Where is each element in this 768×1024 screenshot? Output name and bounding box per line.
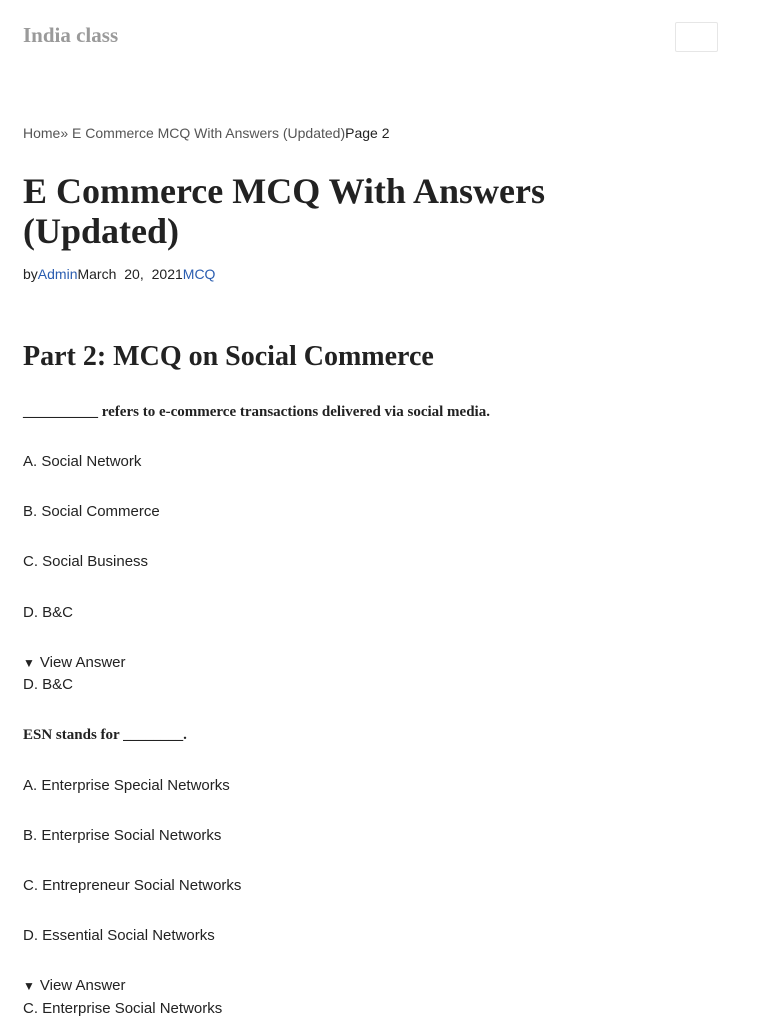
question-1-option-c: C. Social Business: [23, 553, 149, 570]
site-title[interactable]: India class: [23, 23, 119, 47]
breadcrumb-current: Page 2: [345, 125, 390, 141]
page-title: E Commerce MCQ With Answers (Updated): [23, 171, 545, 251]
section-heading: Part 2: MCQ on Social Commerce: [23, 341, 434, 372]
post-meta: [23, 266, 215, 282]
question-2-option-d: D. Essential Social Networks: [23, 927, 215, 944]
view-answer-label: View Answer: [39, 977, 126, 994]
question-2-option-b: B. Enterprise Social Networks: [23, 827, 222, 844]
question-2-answer: C. Enterprise Social Networks: [23, 1000, 223, 1017]
breadcrumb-home-link[interactable]: Home: [23, 125, 61, 141]
post-date: March 20, 2021: [77, 266, 183, 282]
breadcrumb-article-link[interactable]: E Commerce MCQ With Answers (Updated): [72, 125, 346, 141]
question-1-option-b: B. Social Commerce: [23, 503, 160, 520]
view-answer-label: View Answer: [39, 654, 126, 671]
question-1-option-d: D. B&C: [23, 604, 74, 621]
post-meta-by: by: [23, 266, 38, 282]
question-1-answer: D. B&C: [23, 676, 74, 693]
question-1-view-answer-toggle[interactable]: [23, 654, 126, 671]
question-1-option-a: A. Social Network: [23, 453, 142, 470]
question-2-view-answer-toggle[interactable]: [23, 977, 126, 994]
question-1: __________ refers to e-commerce transactions delivered via social media.: [23, 404, 490, 420]
menu-toggle-button[interactable]: [675, 22, 718, 52]
breadcrumb: [23, 125, 390, 141]
disclosure-triangle-icon: ▼: [23, 979, 35, 993]
category-link[interactable]: MCQ: [182, 266, 216, 282]
breadcrumb-separator: »: [60, 125, 69, 141]
question-2-option-c: C. Entrepreneur Social Networks: [23, 877, 242, 894]
question-2: ESN stands for ________.: [23, 727, 187, 743]
author-link[interactable]: Admin: [37, 266, 78, 282]
question-2-option-a: A. Enterprise Special Networks: [23, 777, 230, 794]
disclosure-triangle-icon: ▼: [23, 656, 35, 670]
